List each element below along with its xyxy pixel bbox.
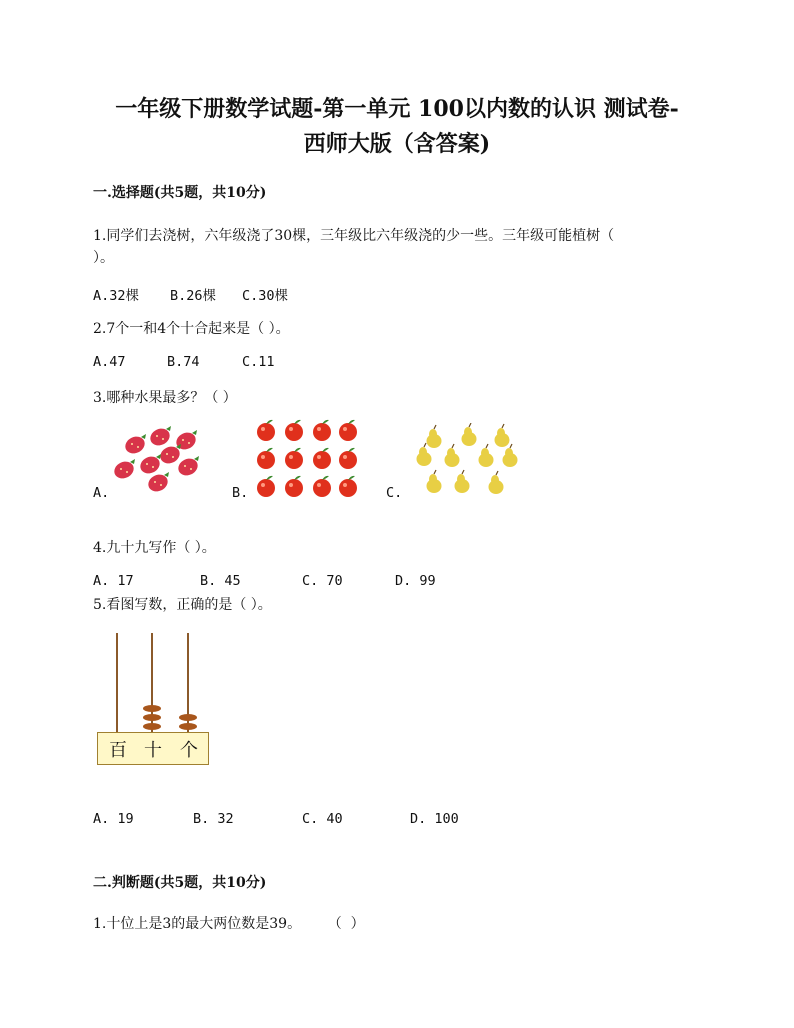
strawberry-icon [112,459,137,482]
apple-icon [313,420,331,441]
q1-option-a: A.32棵 [93,288,140,304]
apple-icon [339,420,357,441]
abacus-bead [143,705,161,712]
pear-icon [427,470,442,493]
q1-text-line1: 1.同学们去浇树，六年级浇了30棵，三年级比六年级浇的少一些。三年级可能植树（ [93,228,615,244]
apple-icon [257,448,275,469]
section2-heading: 二.判断题(共5题，共10分) [93,875,267,891]
abacus-bead [143,714,161,721]
pear-icon [479,444,494,467]
q4-text: 4.九十九写作（ ）。 [93,540,216,556]
q3-text: 3.哪种水果最多？（ ） [93,390,237,406]
pear-icon [417,443,432,466]
abacus-bead [179,723,197,730]
q2-option-c: C.11 [242,354,275,370]
q5-option-c: C. 40 [302,811,343,827]
document-title-line2: 西师大版（含答案) [303,131,491,157]
apples-image [246,418,366,498]
pear-icon [445,444,460,467]
strawberry-icon [123,434,148,457]
q1-option-c: C.30棵 [242,288,289,304]
apple-icon [285,476,303,497]
q4-option-c: C. 70 [302,573,343,589]
strawberry-icon [138,454,163,477]
apple-icon [313,448,331,469]
abacus-bead [179,714,197,721]
pear-icon [462,423,477,446]
pears-image [404,423,544,498]
apple-icon [313,476,331,497]
apple-icon [285,420,303,441]
q2-text: 2.7个一和4个十合起来是（ ）。 [93,321,290,337]
strawberry-icon [158,444,183,467]
pear-icon [489,471,504,494]
apple-icon [257,476,275,497]
pear-icon [455,470,470,493]
q3-option-a: A. [93,485,110,501]
s2-q1-text: 1.十位上是3的最大两位数是39。 （ ） [93,916,365,932]
abacus-label-box [97,732,209,765]
q5-option-b: B. 32 [193,811,234,827]
apple-icon [285,448,303,469]
q1-text-line2: ）。 [93,250,114,266]
strawberry-icon [148,426,173,449]
abacus-bead [143,723,161,730]
q3-option-b: B. [232,485,249,501]
q4-option-d: D. 99 [395,573,436,589]
q5-option-a: A. 19 [93,811,134,827]
q3-option-c: C. [386,485,403,501]
pear-icon [427,425,442,448]
pear-icon [503,444,518,467]
apple-icon [339,448,357,469]
abacus-label-tens: 十 [144,740,162,761]
strawberry-icon [146,472,171,495]
q4-option-a: A. 17 [93,573,134,589]
abacus [97,633,209,766]
q5-text: 5.看图写数，正确的是（ ）。 [93,597,272,613]
abacus-rod-hundreds [116,633,118,733]
abacus-label-hundreds: 百 [109,740,127,761]
abacus-label-ones: 个 [180,740,198,761]
apple-icon [257,420,275,441]
q2-option-b: B.74 [167,354,200,370]
q2-option-a: A.47 [93,354,126,370]
q1-option-b: B.26棵 [170,288,217,304]
q4-option-b: B. 45 [200,573,241,589]
strawberries-image [110,415,210,500]
strawberry-icon [176,456,201,479]
section1-heading: 一.选择题(共5题，共10分) [93,185,267,201]
pear-icon [495,424,510,447]
document-title-line1: 一年级下册数学试题-第一单元 100以内数的认识 测试卷- [115,96,679,122]
q5-option-d: D. 100 [410,811,459,827]
apple-icon [339,476,357,497]
